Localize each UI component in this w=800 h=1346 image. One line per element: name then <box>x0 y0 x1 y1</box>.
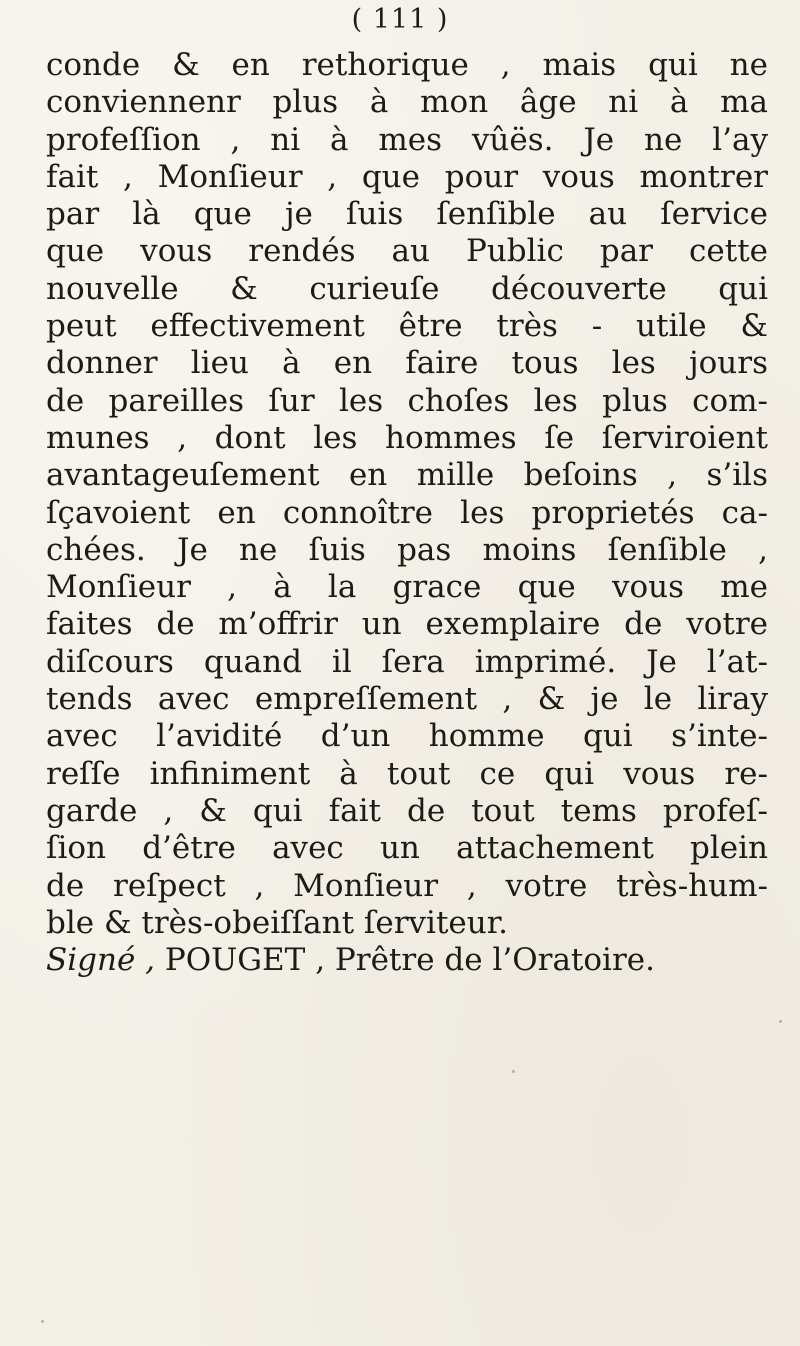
paper-speck <box>512 1070 515 1073</box>
page-number: ( 111 ) <box>351 4 449 35</box>
text-line: profeſſion , ni à mes vûës. Je ne l’ay <box>46 121 768 158</box>
text-line: ſion d’être avec un attachement plein <box>46 830 768 867</box>
text-line: avantageuſement en mille beſoins , s’ils <box>46 457 768 494</box>
text-line: munes , dont les hommes ſe ſerviroient <box>46 419 768 456</box>
letter-body <box>46 47 768 979</box>
text-line: conde & en rethorique , mais qui ne <box>46 47 768 83</box>
text-line: nouvelle & curieuſe découverte qui <box>46 270 768 307</box>
text-line: fait , Monſieur , que pour vous montrer <box>46 158 768 195</box>
text-line: peut effectivement être très - utile & <box>46 308 768 345</box>
text-line: Monſieur , à la grace que vous me <box>46 569 768 606</box>
text-line: garde , & qui fait de tout tems profeſ- <box>46 792 768 829</box>
text-line: chées. Je ne ſuis pas moins ſenſible , <box>46 531 768 568</box>
paper-speck <box>779 1020 782 1023</box>
signature-label: Signé , <box>46 942 156 979</box>
paper-speck <box>41 1320 44 1323</box>
text-line: ble & très-obeiſſant ſerviteur. <box>46 904 508 941</box>
text-line: avec l’avidité d’un homme qui s’inte- <box>46 718 768 755</box>
text-line: que vous rendés au Public par cette <box>46 233 768 270</box>
text-line: diſcours quand il ſera imprimé. Je l’at- <box>46 643 768 680</box>
signature-text: POUGET , Prêtre de l’Oratoire. <box>164 942 655 979</box>
text-line: conviennenr plus à mon âge ni à ma <box>46 84 768 121</box>
text-line: faites de m’offrir un exemplaire de votre <box>46 606 768 643</box>
text-line: de reſpect , Monſieur , votre très-hum- <box>46 867 768 904</box>
text-line: ſçavoient en connoître les proprietés ca- <box>46 494 768 531</box>
signature-line <box>46 942 768 979</box>
text-line: de pareilles ſur les choſes les plus com- <box>46 382 768 419</box>
text-line: donner lieu à en faire tous les jours <box>46 345 768 382</box>
text-line: tends avec empreſſement , & je le liray <box>46 681 768 718</box>
text-line: reſſe infiniment à tout ce qui vous re- <box>46 755 768 792</box>
text-line: par là que je ſuis ſenſible au ſervice <box>46 196 768 233</box>
